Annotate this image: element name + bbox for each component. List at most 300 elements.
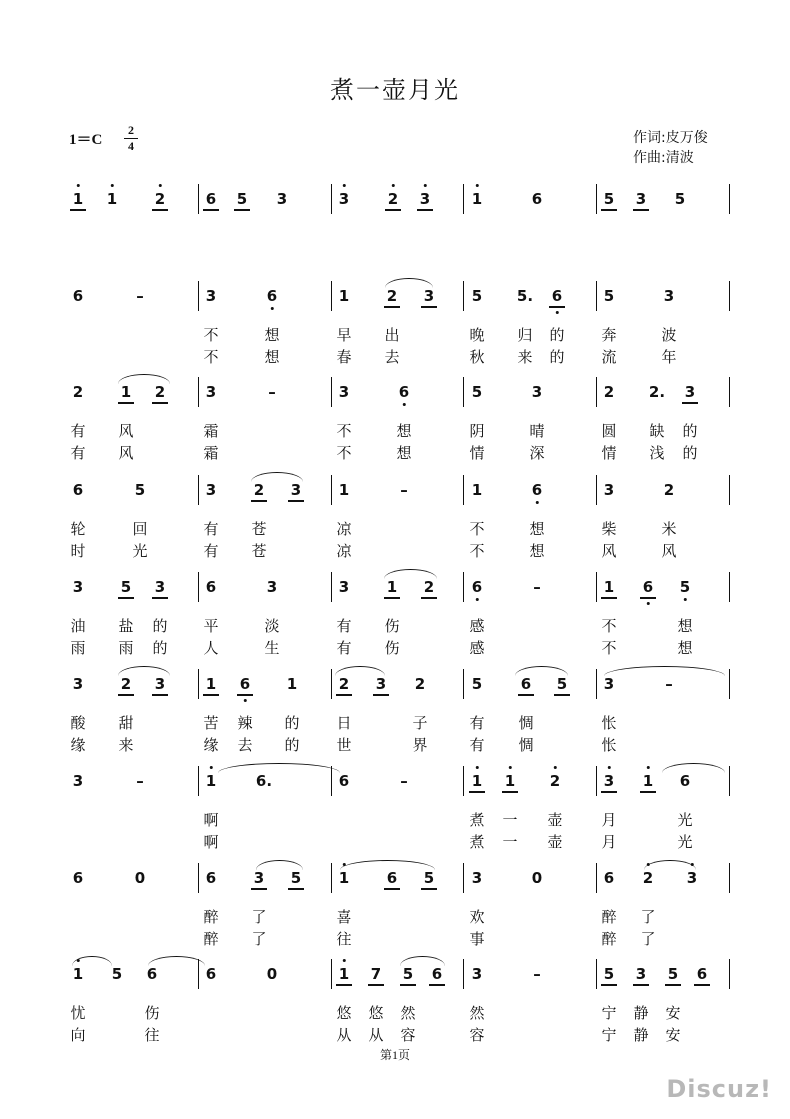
octave-down-dot xyxy=(244,699,247,702)
lyric-l2: 事 xyxy=(469,930,485,948)
note-digit: 6 xyxy=(72,481,84,499)
lyric-l1: 有 xyxy=(70,422,86,440)
lyric-l1: 伤 xyxy=(384,617,400,635)
note-digit: 1 xyxy=(120,383,132,401)
note-digit: 0 xyxy=(531,869,543,887)
note-digit: 3 xyxy=(154,578,166,596)
bar-line xyxy=(463,475,464,505)
lyric-l1: 安 xyxy=(665,1004,681,1022)
bar-line xyxy=(198,766,199,796)
lyric-l1: 感 xyxy=(469,617,485,635)
note xyxy=(472,773,482,789)
eighth-underline xyxy=(549,306,565,308)
octave-down-dot xyxy=(536,501,539,504)
lyric-l1: 欢 xyxy=(469,908,485,926)
note-digit: 6 xyxy=(205,578,217,596)
note-digit: 6 xyxy=(603,869,615,887)
slur-arc xyxy=(340,860,435,870)
note-digit: 5 xyxy=(603,190,615,208)
bar-line xyxy=(331,959,332,989)
note-digit: 6 xyxy=(471,578,483,596)
lyric-l2: 有 xyxy=(70,444,86,462)
note xyxy=(206,191,216,207)
bar-line xyxy=(596,475,597,505)
note-digit: 1 xyxy=(504,772,516,790)
lyric-l1: 凉 xyxy=(336,520,352,538)
lyric-l2: 缘 xyxy=(70,736,86,754)
lyric-l2: 的 xyxy=(682,444,698,462)
note xyxy=(136,773,144,789)
composer-credit: 作曲:清波 xyxy=(633,150,694,166)
eighth-underline xyxy=(554,694,570,696)
note-digit: – xyxy=(400,481,408,499)
note-digit: 1 xyxy=(338,287,350,305)
lyric-l1: 回 xyxy=(132,520,148,538)
note xyxy=(680,579,690,595)
note-digit: 2 xyxy=(253,481,265,499)
note xyxy=(291,482,301,498)
bar-line xyxy=(596,281,597,311)
note-digit: 2 xyxy=(663,481,675,499)
lyric-l1: 归 xyxy=(517,326,533,344)
note-digit: 2 xyxy=(120,675,132,693)
eighth-underline xyxy=(421,597,437,599)
note xyxy=(155,579,165,595)
note-digit: 3 xyxy=(72,772,84,790)
lyric-l1: 然 xyxy=(469,1004,485,1022)
lyric-l2: 容 xyxy=(400,1026,416,1044)
bar-line xyxy=(463,669,464,699)
lyric-l2: 容 xyxy=(469,1026,485,1044)
note xyxy=(604,966,614,982)
eighth-underline xyxy=(601,597,617,599)
lyric-l1: 醉 xyxy=(203,908,219,926)
note xyxy=(277,191,287,207)
bar-line xyxy=(729,377,730,407)
eighth-underline xyxy=(251,500,267,502)
lyric-l2: 了 xyxy=(251,930,267,948)
note-digit: 1 xyxy=(471,190,483,208)
lyric-l2: 风 xyxy=(601,542,617,560)
note xyxy=(665,676,673,692)
note xyxy=(254,870,264,886)
lyric-l2: 有 xyxy=(336,639,352,657)
lyric-l2: 月 xyxy=(601,833,617,851)
note-digit: 6 xyxy=(431,965,443,983)
note-digit: 3 xyxy=(266,578,278,596)
page-number: 第1页 xyxy=(379,1048,410,1062)
octave-up-dot xyxy=(647,766,650,769)
lyric-l1: 米 xyxy=(661,520,677,538)
eighth-underline xyxy=(417,209,433,211)
note-digit: 3 xyxy=(290,481,302,499)
lyric-l2: 从 xyxy=(336,1026,352,1044)
bar-line xyxy=(463,377,464,407)
bar-line xyxy=(331,281,332,311)
lyric-l2: 人 xyxy=(203,639,219,657)
bar-line xyxy=(198,184,199,214)
bar-line xyxy=(331,184,332,214)
note xyxy=(533,579,541,595)
eighth-underline xyxy=(633,209,649,211)
lyric-l1: 伤 xyxy=(144,1004,160,1022)
note xyxy=(399,384,409,400)
octave-down-dot xyxy=(556,311,559,314)
note xyxy=(268,384,276,400)
octave-up-dot xyxy=(392,184,395,187)
lyric-l2: 想 xyxy=(396,444,412,462)
lyric-l1: 圆 xyxy=(601,422,617,440)
bar-line xyxy=(729,959,730,989)
bar-line xyxy=(198,863,199,893)
octave-up-dot xyxy=(509,766,512,769)
note-digit: 6 xyxy=(72,869,84,887)
lyric-l1: 辣 xyxy=(237,714,253,732)
slur-arc xyxy=(218,763,340,773)
eighth-underline xyxy=(469,791,485,793)
note xyxy=(517,288,533,304)
lyric-l2: 宁 xyxy=(601,1026,617,1044)
note xyxy=(432,966,442,982)
lyric-l2: 从 xyxy=(368,1026,384,1044)
note xyxy=(604,870,614,886)
lyric-l1: 晚 xyxy=(469,326,485,344)
note-digit: 3 xyxy=(531,383,543,401)
note-digit: 6 xyxy=(205,190,217,208)
lyric-l2: 去 xyxy=(237,736,253,754)
note xyxy=(685,384,695,400)
lyric-l1: 不 xyxy=(203,326,219,344)
lyric-l2: 壶 xyxy=(547,833,563,851)
bar-line xyxy=(198,377,199,407)
note-digit: 5 xyxy=(603,287,615,305)
note-digit: 1 xyxy=(72,965,84,983)
note-digit: 1 xyxy=(286,675,298,693)
note xyxy=(267,579,277,595)
lyric-l1: 想 xyxy=(396,422,412,440)
note xyxy=(267,288,277,304)
note xyxy=(206,773,216,789)
lyric-l2: 醉 xyxy=(203,930,219,948)
note-digit: 3 xyxy=(154,675,166,693)
eighth-underline xyxy=(518,694,534,696)
note-digit: 5 xyxy=(134,481,146,499)
eighth-underline xyxy=(203,209,219,211)
note-digit: 6. xyxy=(255,772,273,790)
note xyxy=(206,579,216,595)
note-digit: 3 xyxy=(635,190,647,208)
note xyxy=(687,870,697,886)
bar-line xyxy=(596,766,597,796)
note-digit: 2. xyxy=(648,383,666,401)
eighth-underline xyxy=(118,402,134,404)
note xyxy=(121,384,131,400)
eighth-underline xyxy=(152,694,168,696)
lyric-l2: 流 xyxy=(601,348,617,366)
note xyxy=(135,482,145,498)
lyric-l2: 不 xyxy=(336,444,352,462)
lyric-l1: 静 xyxy=(633,1004,649,1022)
note xyxy=(371,966,381,982)
lyric-l2: 光 xyxy=(132,542,148,560)
eighth-underline xyxy=(640,791,656,793)
note-digit: 5 xyxy=(290,869,302,887)
note xyxy=(472,579,482,595)
note xyxy=(557,676,567,692)
note-digit: 3 xyxy=(338,190,350,208)
eighth-underline xyxy=(152,402,168,404)
note-digit: 5 xyxy=(603,965,615,983)
note-digit: 6 xyxy=(266,287,278,305)
note-digit: 6 xyxy=(679,772,691,790)
bar-line xyxy=(463,572,464,602)
note xyxy=(604,676,614,692)
note xyxy=(339,676,349,692)
note xyxy=(400,773,408,789)
octave-up-dot xyxy=(343,959,346,962)
lyric-l1: 出 xyxy=(384,326,400,344)
lyric-l2: 想 xyxy=(529,542,545,560)
note xyxy=(206,288,216,304)
bar-line xyxy=(198,281,199,311)
lyric-l1: 淡 xyxy=(264,617,280,635)
eighth-underline xyxy=(421,306,437,308)
lyric-l1: 有 xyxy=(469,714,485,732)
note xyxy=(533,966,541,982)
lyric-l2: 有 xyxy=(203,542,219,560)
note xyxy=(532,384,542,400)
bar-line xyxy=(463,184,464,214)
lyric-l2: 浅 xyxy=(649,444,665,462)
octave-up-dot xyxy=(476,184,479,187)
note-digit: 3 xyxy=(338,578,350,596)
note xyxy=(521,676,531,692)
lyric-l2: 凉 xyxy=(336,542,352,560)
bar-line xyxy=(463,766,464,796)
octave-down-dot xyxy=(271,307,274,310)
lyric-l2: 去 xyxy=(384,348,400,366)
note-digit: 5 xyxy=(674,190,686,208)
lyric-l1: 日 xyxy=(336,714,352,732)
note-digit: 3 xyxy=(419,190,431,208)
bar-line xyxy=(331,863,332,893)
note-digit: 5 xyxy=(111,965,123,983)
lyric-l2: 向 xyxy=(70,1026,86,1044)
note xyxy=(550,773,560,789)
note xyxy=(73,482,83,498)
lyric-l1: 风 xyxy=(118,422,134,440)
lyric-l2: 感 xyxy=(469,639,485,657)
eighth-underline xyxy=(601,791,617,793)
note-digit: 2 xyxy=(387,190,399,208)
bar-line xyxy=(596,377,597,407)
lyric-l1: 盐 xyxy=(118,617,134,635)
note-digit: 3 xyxy=(603,772,615,790)
note xyxy=(532,870,542,886)
octave-down-dot xyxy=(403,403,406,406)
note xyxy=(675,191,685,207)
eighth-underline xyxy=(633,984,649,986)
note xyxy=(73,384,83,400)
bar-line xyxy=(463,959,464,989)
note-digit: 5 xyxy=(236,190,248,208)
note xyxy=(472,191,482,207)
note xyxy=(155,191,165,207)
lyric-l2: 光 xyxy=(677,833,693,851)
note xyxy=(73,579,83,595)
bar-line xyxy=(198,572,199,602)
note-digit: 3 xyxy=(663,287,675,305)
octave-up-dot xyxy=(210,766,213,769)
lyric-l1: 柴 xyxy=(601,520,617,538)
octave-up-dot xyxy=(424,184,427,187)
lyric-l2: 有 xyxy=(469,736,485,754)
note-digit: 3 xyxy=(276,190,288,208)
eighth-underline xyxy=(368,984,384,986)
eighth-underline xyxy=(203,694,219,696)
note-digit: 5 xyxy=(471,383,483,401)
lyric-l2: 往 xyxy=(144,1026,160,1044)
note xyxy=(680,773,690,789)
note-digit: 2 xyxy=(154,190,166,208)
eighth-underline xyxy=(70,209,86,211)
note xyxy=(155,384,165,400)
lyric-l1: 忧 xyxy=(70,1004,86,1022)
lyric-l2: 苍 xyxy=(251,542,267,560)
lyric-l2: 生 xyxy=(264,639,280,657)
lyricist-credit: 作词:皮万俊 xyxy=(633,130,708,146)
note xyxy=(552,288,562,304)
note-digit: 6 xyxy=(72,287,84,305)
note xyxy=(387,288,397,304)
eighth-underline xyxy=(237,694,253,696)
note xyxy=(604,482,614,498)
eighth-underline xyxy=(421,888,437,890)
note xyxy=(643,870,653,886)
note-digit: 3 xyxy=(635,965,647,983)
lyric-l1: 缺 xyxy=(649,422,665,440)
lyric-l2: 深 xyxy=(529,444,545,462)
note-digit: 3 xyxy=(253,869,265,887)
note-digit: 3 xyxy=(603,675,615,693)
note xyxy=(472,288,482,304)
note-digit: 6 xyxy=(239,675,251,693)
octave-down-dot xyxy=(684,598,687,601)
lyric-l2: 来 xyxy=(517,348,533,366)
note-digit: 1 xyxy=(338,869,350,887)
eighth-underline xyxy=(601,209,617,211)
note xyxy=(400,482,408,498)
note-digit: 2 xyxy=(338,675,350,693)
octave-down-dot xyxy=(647,602,650,605)
note-digit: 2 xyxy=(414,675,426,693)
note xyxy=(339,191,349,207)
note-digit: – xyxy=(136,287,144,305)
lyric-l2: 时 xyxy=(70,542,86,560)
time-signature xyxy=(124,124,138,153)
note-digit: 3 xyxy=(72,675,84,693)
note-digit: 5 xyxy=(423,869,435,887)
lyric-l2: 怅 xyxy=(601,736,617,754)
note-digit: 5 xyxy=(402,965,414,983)
bar-line xyxy=(331,572,332,602)
slur-arc xyxy=(515,666,568,676)
lyric-l1: 醉 xyxy=(601,908,617,926)
lyric-l1: 一 xyxy=(502,811,518,829)
note-digit: 3 xyxy=(375,675,387,693)
lyric-l2: 春 xyxy=(336,348,352,366)
note xyxy=(135,870,145,886)
eighth-underline xyxy=(384,306,400,308)
note xyxy=(147,966,157,982)
slur-arc xyxy=(118,374,170,384)
key-signature: 1＝C xyxy=(69,132,103,148)
lyric-l2: 的 xyxy=(152,639,168,657)
lyric-l2: 来 xyxy=(118,736,134,754)
lyric-l1: 壶 xyxy=(547,811,563,829)
lyric-l2: 煮 xyxy=(469,833,485,851)
note-digit: 3 xyxy=(603,481,615,499)
eighth-underline xyxy=(373,694,389,696)
octave-down-dot xyxy=(476,598,479,601)
note xyxy=(649,384,665,400)
time-signature-bottom: 4 xyxy=(128,139,134,153)
lyric-l1: 煮 xyxy=(469,811,485,829)
eighth-underline xyxy=(694,984,710,986)
note xyxy=(73,966,83,982)
note-digit: 2 xyxy=(549,772,561,790)
note xyxy=(73,870,83,886)
lyric-l2: 一 xyxy=(502,833,518,851)
note xyxy=(339,482,349,498)
slur-arc xyxy=(118,666,170,676)
lyric-l1: 想 xyxy=(677,617,693,635)
lyric-l1: 平 xyxy=(203,617,219,635)
lyric-l2: 不 xyxy=(203,348,219,366)
note-digit: 3 xyxy=(205,481,217,499)
note-digit: 2 xyxy=(72,383,84,401)
note-digit: 1 xyxy=(386,578,398,596)
note-digit: 5 xyxy=(471,287,483,305)
note xyxy=(424,579,434,595)
lyric-l1: 惆 xyxy=(518,714,534,732)
note-digit: 6 xyxy=(531,481,543,499)
note-digit: 6 xyxy=(398,383,410,401)
note-digit: 3 xyxy=(338,383,350,401)
octave-up-dot xyxy=(554,766,557,769)
lyric-l2: 年 xyxy=(661,348,677,366)
lyric-l1: 奔 xyxy=(601,326,617,344)
note-digit: 3 xyxy=(471,965,483,983)
note xyxy=(472,870,482,886)
note xyxy=(339,870,349,886)
note-digit: 1 xyxy=(603,578,615,596)
note xyxy=(291,870,301,886)
bar-line xyxy=(729,281,730,311)
note xyxy=(472,676,482,692)
song-title: 煮一壶月光 xyxy=(330,76,460,104)
lyric-l2: 世 xyxy=(336,736,352,754)
note-digit: 5 xyxy=(679,578,691,596)
eighth-underline xyxy=(682,402,698,404)
note-digit: 1 xyxy=(642,772,654,790)
lyric-l1: 的 xyxy=(152,617,168,635)
lyric-l2: 情 xyxy=(469,444,485,462)
lyric-l2: 惆 xyxy=(518,736,534,754)
lyric-l1: 酸 xyxy=(70,714,86,732)
note-digit: 3 xyxy=(205,287,217,305)
octave-up-dot xyxy=(343,184,346,187)
